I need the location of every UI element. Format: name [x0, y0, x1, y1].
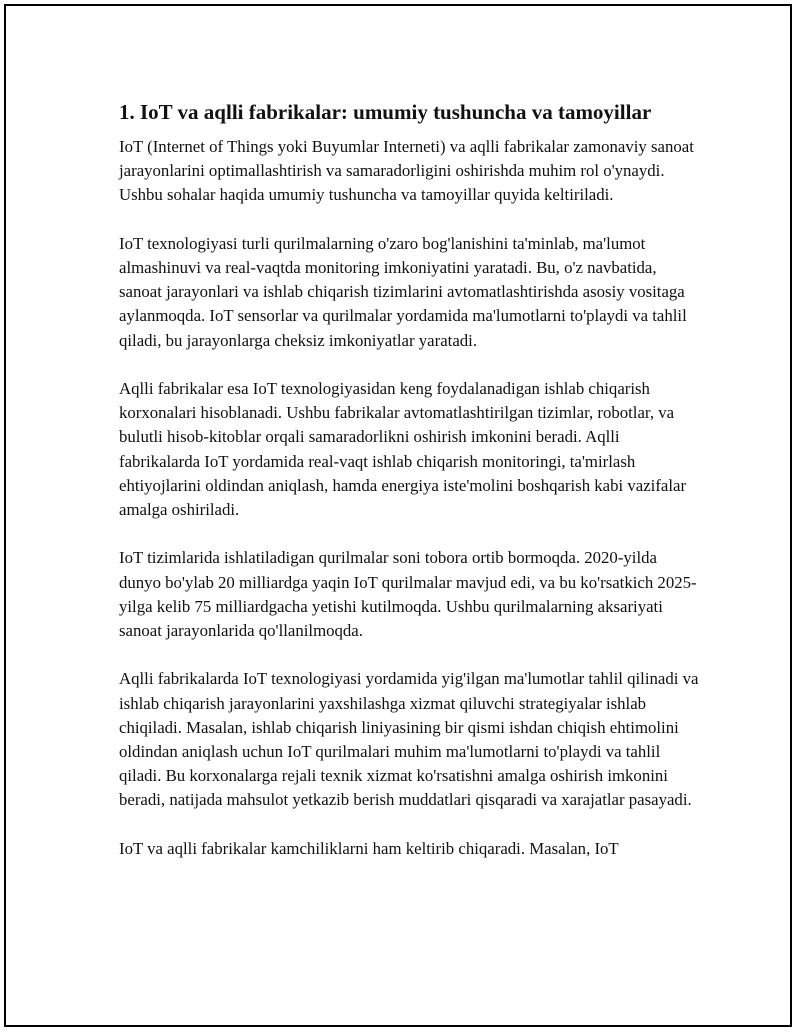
- paragraph-smart-factories: Aqlli fabrikalar esa IoT texnologiyasidan keng foydalanadigan ishlab chiqarish korxonalari hisoblanadi. Ushbu fabrikalar avtomatlashtirilgan tizimlar, robotlar, va bulutli hisob-kitoblar orqali samaradorlikni oshirish imkonini beradi. Aqlli fabrikalarda IoT yordamida real-vaqt ishlab chiqarish monitoringi, ta'mirlash ehtiyojlarini oldindan aniqlash, hamda energiya iste'molini boshqarish kabi vazifalar amalga oshiriladi.: [119, 379, 687, 520]
- document-content: [119, 98, 699, 861]
- paragraph-intro: IoT (Internet of Things yoki Buyumlar Interneti) va aqlli fabrikalar zamonaviy sanoat jarayonlarini optimallashtirish va samaradorligini oshirishda muhim rol o'ynaydi. Ushbu sohalar haqida umumiy tushuncha va tamoyillar quyida keltiriladi.: [119, 137, 694, 205]
- paragraph-device-count: IoT tizimlarida ishlatiladigan qurilmalar soni tobora ortib bormoqda. 2020-yilda dunyo bo'ylab 20 milliardga yaqin IoT qurilmalar mavjud edi, va bu ko'rsatkich 2025-yilga kelib 75 milliardgacha yetishi kutilmoqda. Ushbu qurilmalarning aksariyati sanoat jarayonlarida qo'llanilmoqda.: [119, 548, 697, 641]
- section-heading: 1. IoT va aqlli fabrikalar: umumiy tushuncha va tamoyillar: [119, 100, 652, 124]
- paragraph-data-analysis: Aqlli fabrikalarda IoT texnologiyasi yordamida yig'ilgan ma'lumotlar tahlil qilinadi va ishlab chiqarish jarayonlarini yaxshilashga xizmat qiluvchi strategiyalar ishlab chiqiladi. Masalan, ishlab chiqarish liniyasining bir qismi ishdan chiqish ehtimolini oldindan aniqlash uchun IoT qurilmalari muhim ma'lumotlarni to'playdi va tahlil qiladi. Bu korxonalarga rejali texnik xizmat ko'rsatishni amalga oshirish imkonini beradi, natijada mahsulot yetkazib berish muddatlari qisqaradi va xarajatlar pasayadi.: [119, 669, 699, 810]
- paragraph-iot-technology: IoT texnologiyasi turli qurilmalarning o'zaro bog'lanishini ta'minlab, ma'lumot almashinuvi va real-vaqtda monitoring imkoniyatini yaratadi. Bu, o'z navbatida, sanoat jarayonlari va ishlab chiqarish tizimlarini avtomatlashtirishda asosiy vositaga aylanmoqda. IoT sensorlar va qurilmalar yordamida ma'lumotlarni to'playdi va tahlil qiladi, bu jarayonlarga cheksiz imkoniyatlar yaratadi.: [119, 233, 687, 350]
- paragraph-drawbacks: IoT va aqlli fabrikalar kamchiliklarni ham keltirib chiqaradi. Masalan, IoT: [119, 838, 619, 858]
- document-page: [4, 4, 792, 1027]
